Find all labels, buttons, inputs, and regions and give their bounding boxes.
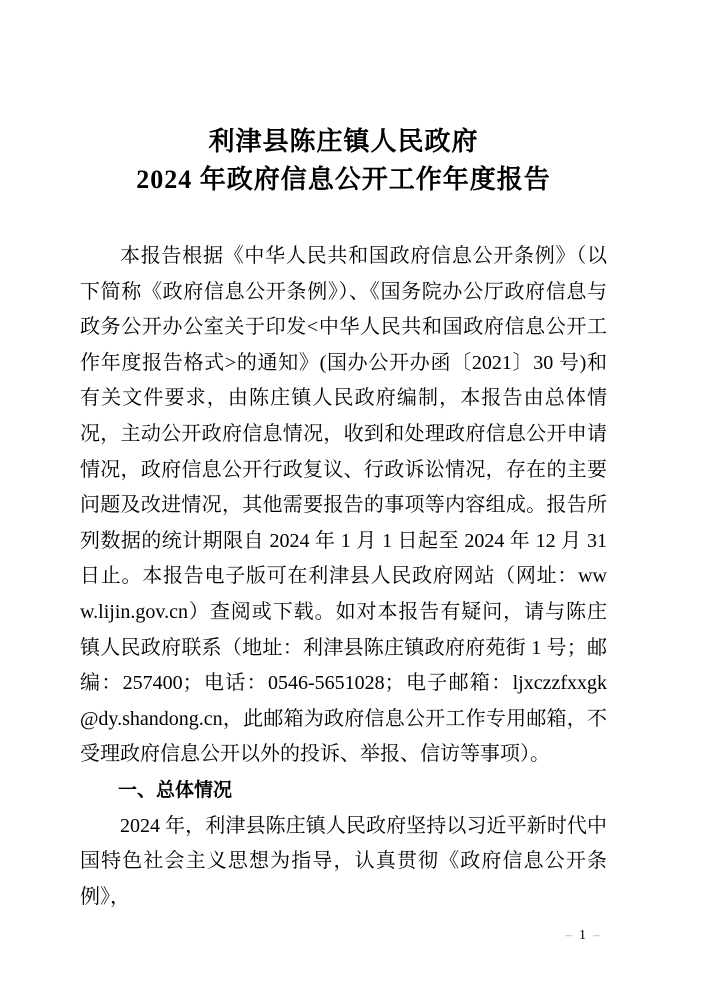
document-title-line-1: 利津县陈庄镇人民政府 — [208, 127, 479, 156]
section1-paragraph: 2024 年，利津县陈庄镇人民政府坚持以习近平新时代中国特色社会主义思想为指导，认真贯彻《政府信息公开条例》， — [80, 814, 607, 908]
page-number-value: 1 — [579, 928, 586, 943]
section-heading-overview: 一、总体情况 — [118, 779, 233, 801]
document-title — [80, 123, 607, 199]
intro-paragraph: 本报告根据《中华人民共和国政府信息公开条例》（以下简称《政府信息公开条例》）、《国务院办公厅政府信息与政务公开办公室关于印发<中华人民共和国政府信息公开工作年度报告格式>的通知》(国办公开办函〔2021〕30 号)和有关文件要求，由陈庄镇人民政府编制，本报告由总体情况，主动公开政府信息情况，收到和处理政府信息公开申请情况，政府信息公开行政复议、行政诉讼情况，存在的主要问题及改进情况，其他需要报告的事项等内容组成。报告所列数据的统计期限自 2024 年 1 月 1 日起至 2024 年 12 月 31 日止。本报告电子版可在利津县人民政府网站（网址：www.lijin.gov.cn）查阅或下载。如对本报告有疑问，请与陈庄镇人民政府联系（地址：利津县陈庄镇政府府苑街 1 号；邮编：257400；电话：0546-5651028；电子邮箱：ljxczzfxxgk@dy.shandong.cn，此邮箱为政府信息公开工作专用邮箱，不受理政府信息公开以外的投诉、举报、信访等事项）。 — [80, 245, 607, 766]
page-number-left-dash: – — [565, 928, 572, 943]
document-content — [80, 123, 607, 915]
document-title-line-2: 2024 年政府信息公开工作年度报告 — [136, 165, 551, 194]
page-number — [565, 928, 600, 944]
page-number-right-dash: – — [593, 928, 600, 943]
